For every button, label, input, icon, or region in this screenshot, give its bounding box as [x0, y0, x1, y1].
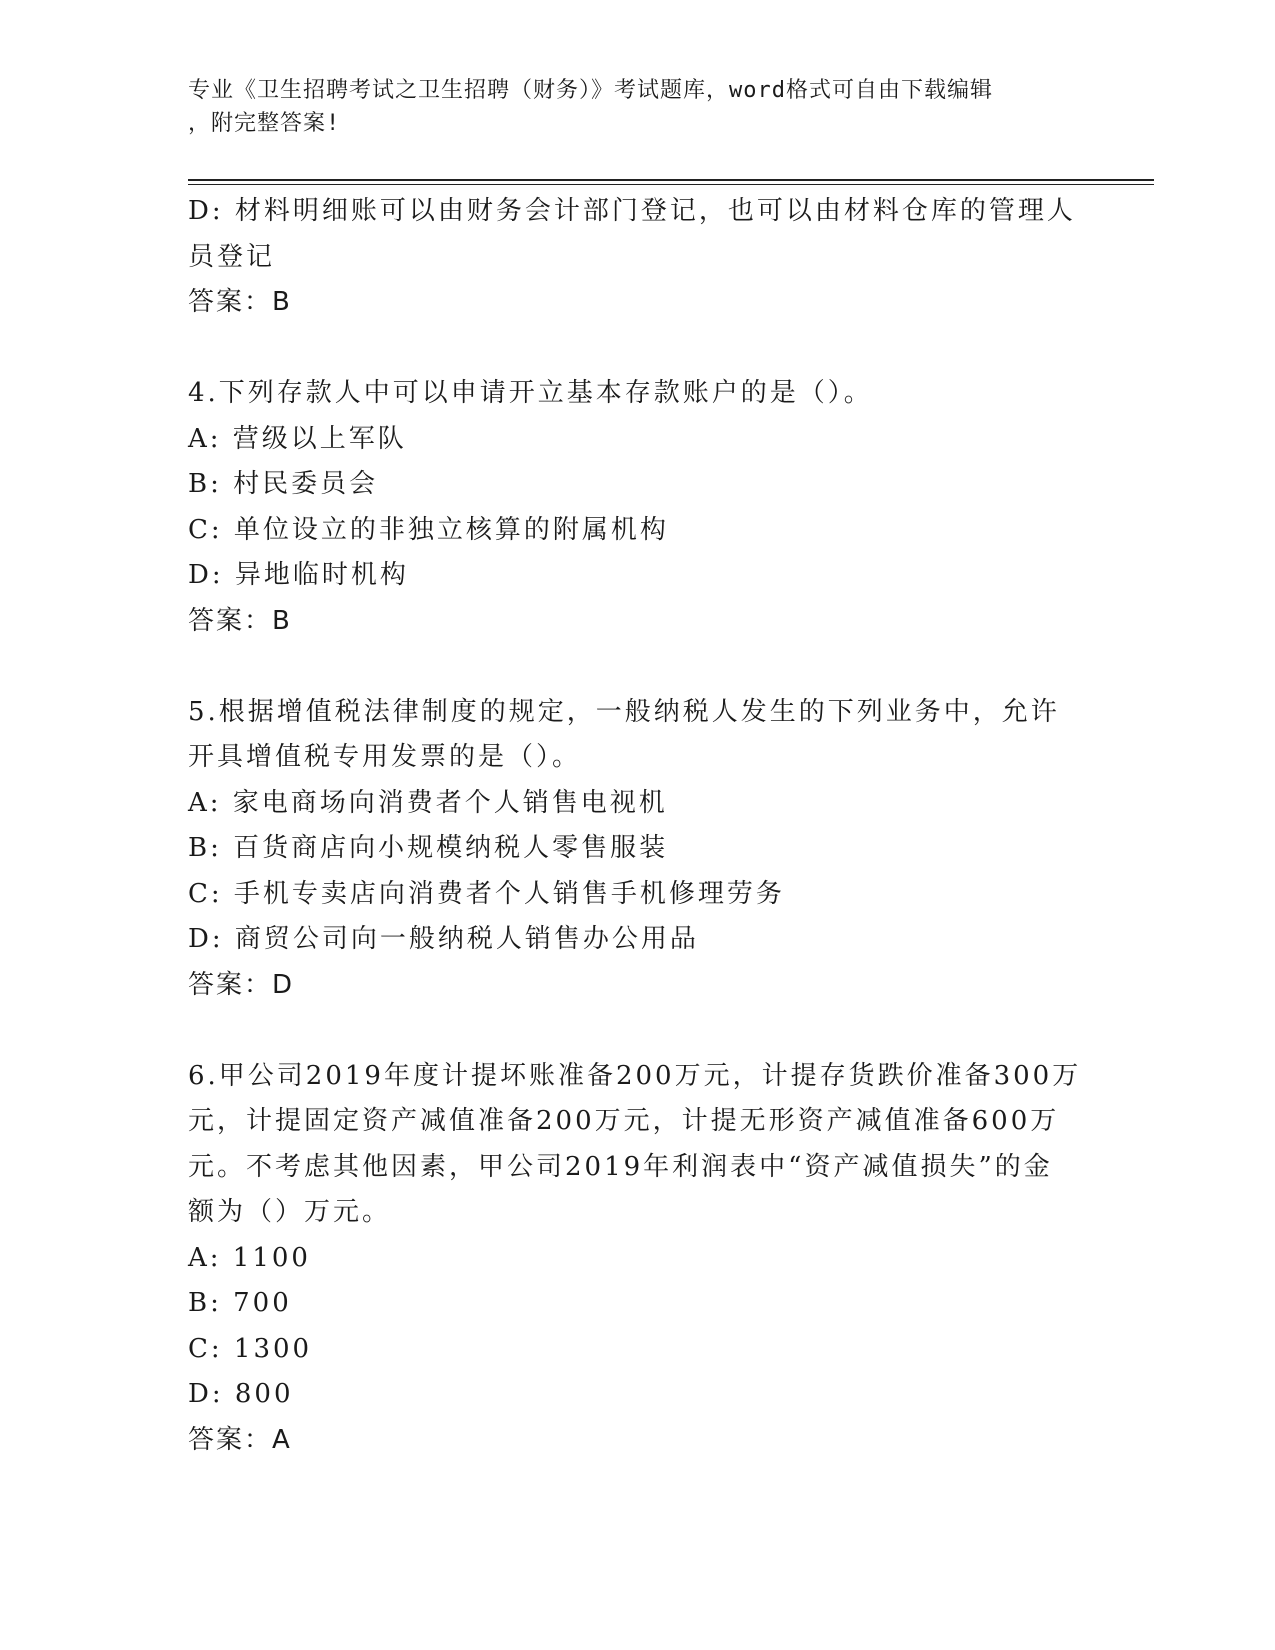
question-stem-continued: 元。不考虑其他因素，甲公司2019年利润表中“资产减值损失”的金 [188, 1151, 1053, 1182]
option-c: C: 单位设立的非独立核算的附属机构 [188, 514, 669, 545]
answer: 答案：B [188, 605, 292, 636]
spacer [188, 1008, 1088, 1054]
option-d: D: 商贸公司向一般纳税人销售办公用品 [188, 924, 699, 954]
header-divider-thin [188, 184, 1154, 185]
spacer [188, 644, 1088, 690]
option-a: A: 家电商场向消费者个人销售电视机 [188, 787, 668, 818]
spacer [188, 326, 1088, 372]
option-d-continued: 员登记 [188, 241, 276, 272]
question-4 [188, 371, 1088, 644]
option-a: A: 营级以上军队 [188, 423, 407, 454]
document-header [188, 74, 1068, 140]
question-content [188, 189, 1088, 1463]
option-b: B: 百货商店向小规模纳税人零售服装 [188, 833, 669, 863]
question-stem-continued: 元，计提固定资产减值准备200万元，计提无形资产减值准备600万 [188, 1106, 1060, 1136]
option-d: D: 800 [188, 1379, 294, 1409]
question-stem: 6.甲公司2019年度计提坏账准备200万元，计提存货跌价准备300万 [188, 1060, 1082, 1091]
question-stem-continued: 额为（）万元。 [188, 1197, 392, 1227]
question-6 [188, 1054, 1088, 1464]
option-c: C: 手机专卖店向消费者个人销售手机修理劳务 [188, 878, 785, 909]
answer: 答案：D [188, 969, 295, 1000]
answer: 答案：A [188, 1424, 292, 1455]
question-stem: 4.下列存款人中可以申请开立基本存款账户的是（）。 [188, 378, 873, 408]
option-a: A: 1100 [188, 1242, 311, 1273]
option-b: B: 村民委员会 [188, 469, 379, 499]
answer: 答案：B [188, 287, 292, 317]
option-b: B: 700 [188, 1288, 292, 1318]
carryover-question [188, 189, 1088, 326]
question-stem: 5.根据增值税法律制度的规定，一般纳税人发生的下列业务中，允许 [188, 696, 1060, 727]
header-divider [188, 179, 1154, 181]
question-stem-continued: 开具增值税专用发票的是（）。 [188, 742, 582, 772]
question-5 [188, 690, 1088, 1009]
header-title-line-2: ，附完整答案! [188, 111, 341, 136]
option-c: C: 1300 [188, 1333, 313, 1364]
header-title-line-1: 专业《卫生招聘考试之卫生招聘（财务）》考试题库，word格式可自由下载编辑 [188, 78, 993, 103]
option-d: D: 异地临时机构 [188, 560, 409, 590]
option-d: D: 材料明细账可以由财务会计部门登记，也可以由材料仓库的管理人 [188, 196, 1076, 226]
